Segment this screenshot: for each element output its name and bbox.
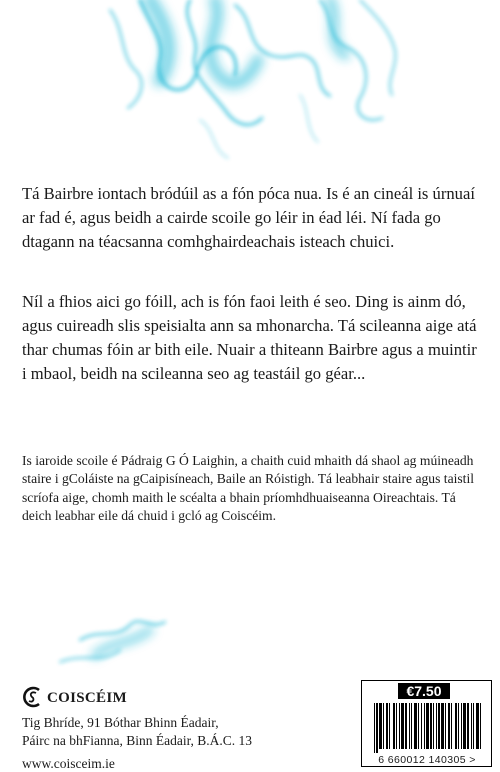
publisher-name: COISCÉIM: [47, 690, 127, 706]
publisher-website: www.coisceim.ie: [22, 756, 115, 771]
blurb-paragraph-2: Níl a fhios aici go fóill, ach is fón faoi leith é seo. Ding is ainm dó, agus cuireadh slis speisialta ann sa mhonarcha. Tá scileanna aige atá thar chumas fóin ar bith eile. Nuair a thiteann Bairbre agus a muintir i mbaol, beidh na scileanna seo ag teastáil go géar...: [22, 292, 477, 383]
publisher-address-line-2: Páirc na bhFianna, Binn Éadair, B.Á.C. 13: [22, 733, 253, 748]
barcode-digits: 6 660012 140305 >: [378, 754, 476, 766]
publisher-address-line-1: Tig Bhríde, 91 Bóthar Bhinn Éadair,: [22, 715, 219, 730]
barcode-icon: [372, 703, 484, 753]
author-bio: Is iaroide scoile é Pádraig G Ó Laighin, a chaith cuid mhaith dá shaol ag múineadh staire i gColáiste na gCaipisíneach, Baile an Róistigh. Tá leabhair staire agus taistil scríofa aige, chomh maith le scéalta a bhain príomhdhuaiseanna Oireachtais. Tá deich leabhar eile dá chuid i gcló ag Coiscéim.: [22, 453, 475, 524]
coisceim-logo-icon: [20, 685, 44, 709]
price-label: €7.50: [398, 683, 450, 699]
blurb-paragraph-1: Tá Bairbre iontach bródúil as a fón póca nua. Is é an cineál is úrnuaí ar fad é, agus beidh a cairde scoile go léir in éad léi. Ní fada go dtagann na téacsanna comhghairdeachais isteach chuici.: [22, 184, 475, 251]
